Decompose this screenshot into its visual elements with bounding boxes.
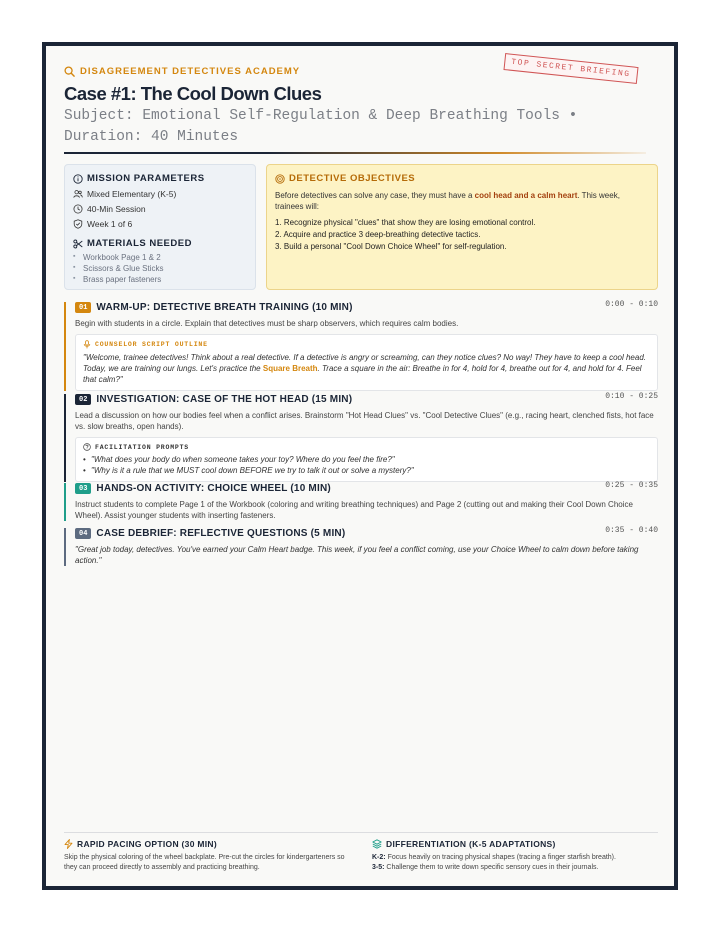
objectives-list [275, 217, 649, 253]
param-duration: 40-Min Session [73, 204, 247, 214]
materials-list [73, 253, 247, 284]
prompts-card [75, 437, 658, 482]
section-number-badge: 03 [75, 483, 91, 494]
list-item: ▪ Brass paper fasteners [73, 275, 247, 284]
list-item: • "What does your body do when someone takes your toy? Where do you feel the fire?" [83, 454, 650, 465]
section-investigation [64, 394, 658, 482]
section-title: INVESTIGATION: CASE OF THE HOT HEAD (15 MIN) [96, 394, 353, 405]
section-header [75, 302, 658, 313]
differentiation-3-5: 3-5: Challenge them to write down specific sensory cues in their journals. [372, 864, 599, 871]
mission-heading: MISSION PARAMETERS [73, 173, 247, 184]
users-icon [73, 189, 83, 199]
section-bar [64, 394, 66, 482]
param-grade: Mixed Elementary (K-5) [73, 189, 247, 199]
rapid-pacing-option [64, 839, 350, 873]
script-card-heading: COUNSELOR SCRIPT OUTLINE [83, 340, 650, 349]
prompts-card-heading: FACILITATION PROMPTS [83, 443, 650, 451]
section-title: CASE DEBRIEF: REFLECTIVE QUESTIONS (5 MIN) [96, 528, 346, 539]
section-description: Instruct students to complete Page 1 of the Workbook (coloring and writing breathing techniques) and Page 2 (cutting out and making their Cool Down Choice Wheel). Assist younger students with inserting fasteners. [75, 500, 633, 520]
mission-parameters-panel [64, 164, 256, 290]
academy-header [64, 66, 300, 77]
differentiation [372, 839, 658, 873]
section-bar [64, 302, 66, 391]
target-icon [275, 174, 285, 184]
section-number-badge: 04 [75, 528, 91, 539]
differentiation-k2: K-2: Focus heavily on tracing physical shapes (tracing a finger starfish breath). [372, 854, 616, 861]
section-debrief [64, 528, 658, 566]
lightning-icon [64, 839, 73, 849]
microphone-icon [83, 340, 91, 349]
list-item: 1. Recognize physical "clues" that show they are losing emotional control. [275, 218, 536, 227]
differentiation-heading: DIFFERENTIATION (K-5 ADAPTATIONS) [372, 839, 658, 849]
academy-name: DISAGREEMENT DETECTIVES ACADEMY [80, 66, 301, 77]
section-title: WARM-UP: DETECTIVE BREATH TRAINING (10 MIN) [96, 302, 353, 313]
section-time: 0:00 - 0:10 [605, 300, 658, 309]
section-time: 0:10 - 0:25 [605, 392, 658, 401]
pacing-heading: RAPID PACING OPTION (30 MIN) [64, 839, 350, 849]
differentiation-text [372, 853, 658, 873]
section-number-badge: 02 [75, 394, 91, 405]
section-header [75, 528, 658, 539]
list-item: 2. Acquire and practice 3 deep-breathing detective tactics. [275, 230, 481, 239]
section-description: Begin with students in a circle. Explain that detectives must be sharp observers, which requires calm bodies. [75, 319, 459, 328]
top-secret-stamp: TOP SECRET BRIEFING [504, 53, 639, 84]
case-title: Case #1: The Cool Down Clues [64, 83, 322, 104]
list-item: ▪ Scissors & Glue Sticks [73, 264, 247, 273]
counselor-script: "Welcome, trainee detectives! Think about a real detective. If a detective is angry or screaming, can they notice clues? No way! They have to keep a cool head. Today, we are training our lungs. Let's practice the Square Breath. Trace a square in the air: Breathe in for 4, hold for 4, breathe out for 4, and hold for 4. Feel that calm?" [83, 353, 646, 384]
section-description: Lead a discussion on how our bodies feel when a conflict arises. Brainstorm "Hot Head Clues" vs. "Cool Detective Clues" (e.g., racing heart, clenched fists, hot face vs. slow breaths, open hands). [75, 411, 654, 431]
shield-check-icon [73, 219, 83, 229]
list-item: ▪ Workbook Page 1 & 2 [73, 253, 247, 262]
section-warm-up [64, 302, 658, 391]
objectives-heading: DETECTIVE OBJECTIVES [275, 173, 649, 184]
section-number-badge: 01 [75, 302, 91, 313]
lesson-plan-page [42, 42, 678, 890]
help-circle-icon [83, 443, 91, 451]
detective-objectives-panel [266, 164, 658, 290]
scissors-icon [73, 239, 83, 249]
section-title: HANDS-ON ACTIVITY: CHOICE WHEEL (10 MIN) [96, 483, 331, 494]
list-item: 3. Build a personal "Cool Down Choice Wheel" for self-regulation. [275, 242, 507, 251]
layers-icon [372, 839, 382, 849]
clock-icon [73, 204, 83, 214]
section-description: "Great job today, detectives. You've earned your Calm Heart badge. This week, if you feel a conflict coming, use your Choice Wheel to calm down before taking action." [75, 545, 639, 565]
prompts-list [83, 454, 650, 476]
section-bar [64, 528, 66, 566]
objectives-intro: Before detectives can solve any case, they must have a cool head and a calm heart. This week, trainees will: [275, 191, 620, 211]
list-item: • "Why is it a rule that we MUST cool down BEFORE we try to talk it out or solve a mystery?" [83, 465, 650, 476]
pacing-text: Skip the physical coloring of the wheel backplate. Pre-cut the circles for kindergarteners so they can proceed directly to assembly and practicing breathing. [64, 854, 345, 871]
param-week: Week 1 of 6 [73, 219, 247, 229]
info-icon [73, 174, 83, 184]
page-content [64, 46, 656, 886]
page-footer [64, 832, 658, 873]
section-hands-on [64, 483, 658, 521]
section-bar [64, 483, 66, 521]
section-time: 0:35 - 0:40 [605, 526, 658, 535]
magnifier-icon [64, 66, 75, 77]
header-divider [64, 152, 646, 154]
section-time: 0:25 - 0:35 [605, 481, 658, 490]
materials-heading: MATERIALS NEEDED [73, 238, 247, 249]
section-header [75, 394, 658, 405]
script-card [75, 334, 658, 391]
section-header [75, 483, 658, 494]
subject-line: Subject: Emotional Self-Regulation & Deep Breathing Tools • Duration: 40 Minutes [64, 108, 578, 145]
